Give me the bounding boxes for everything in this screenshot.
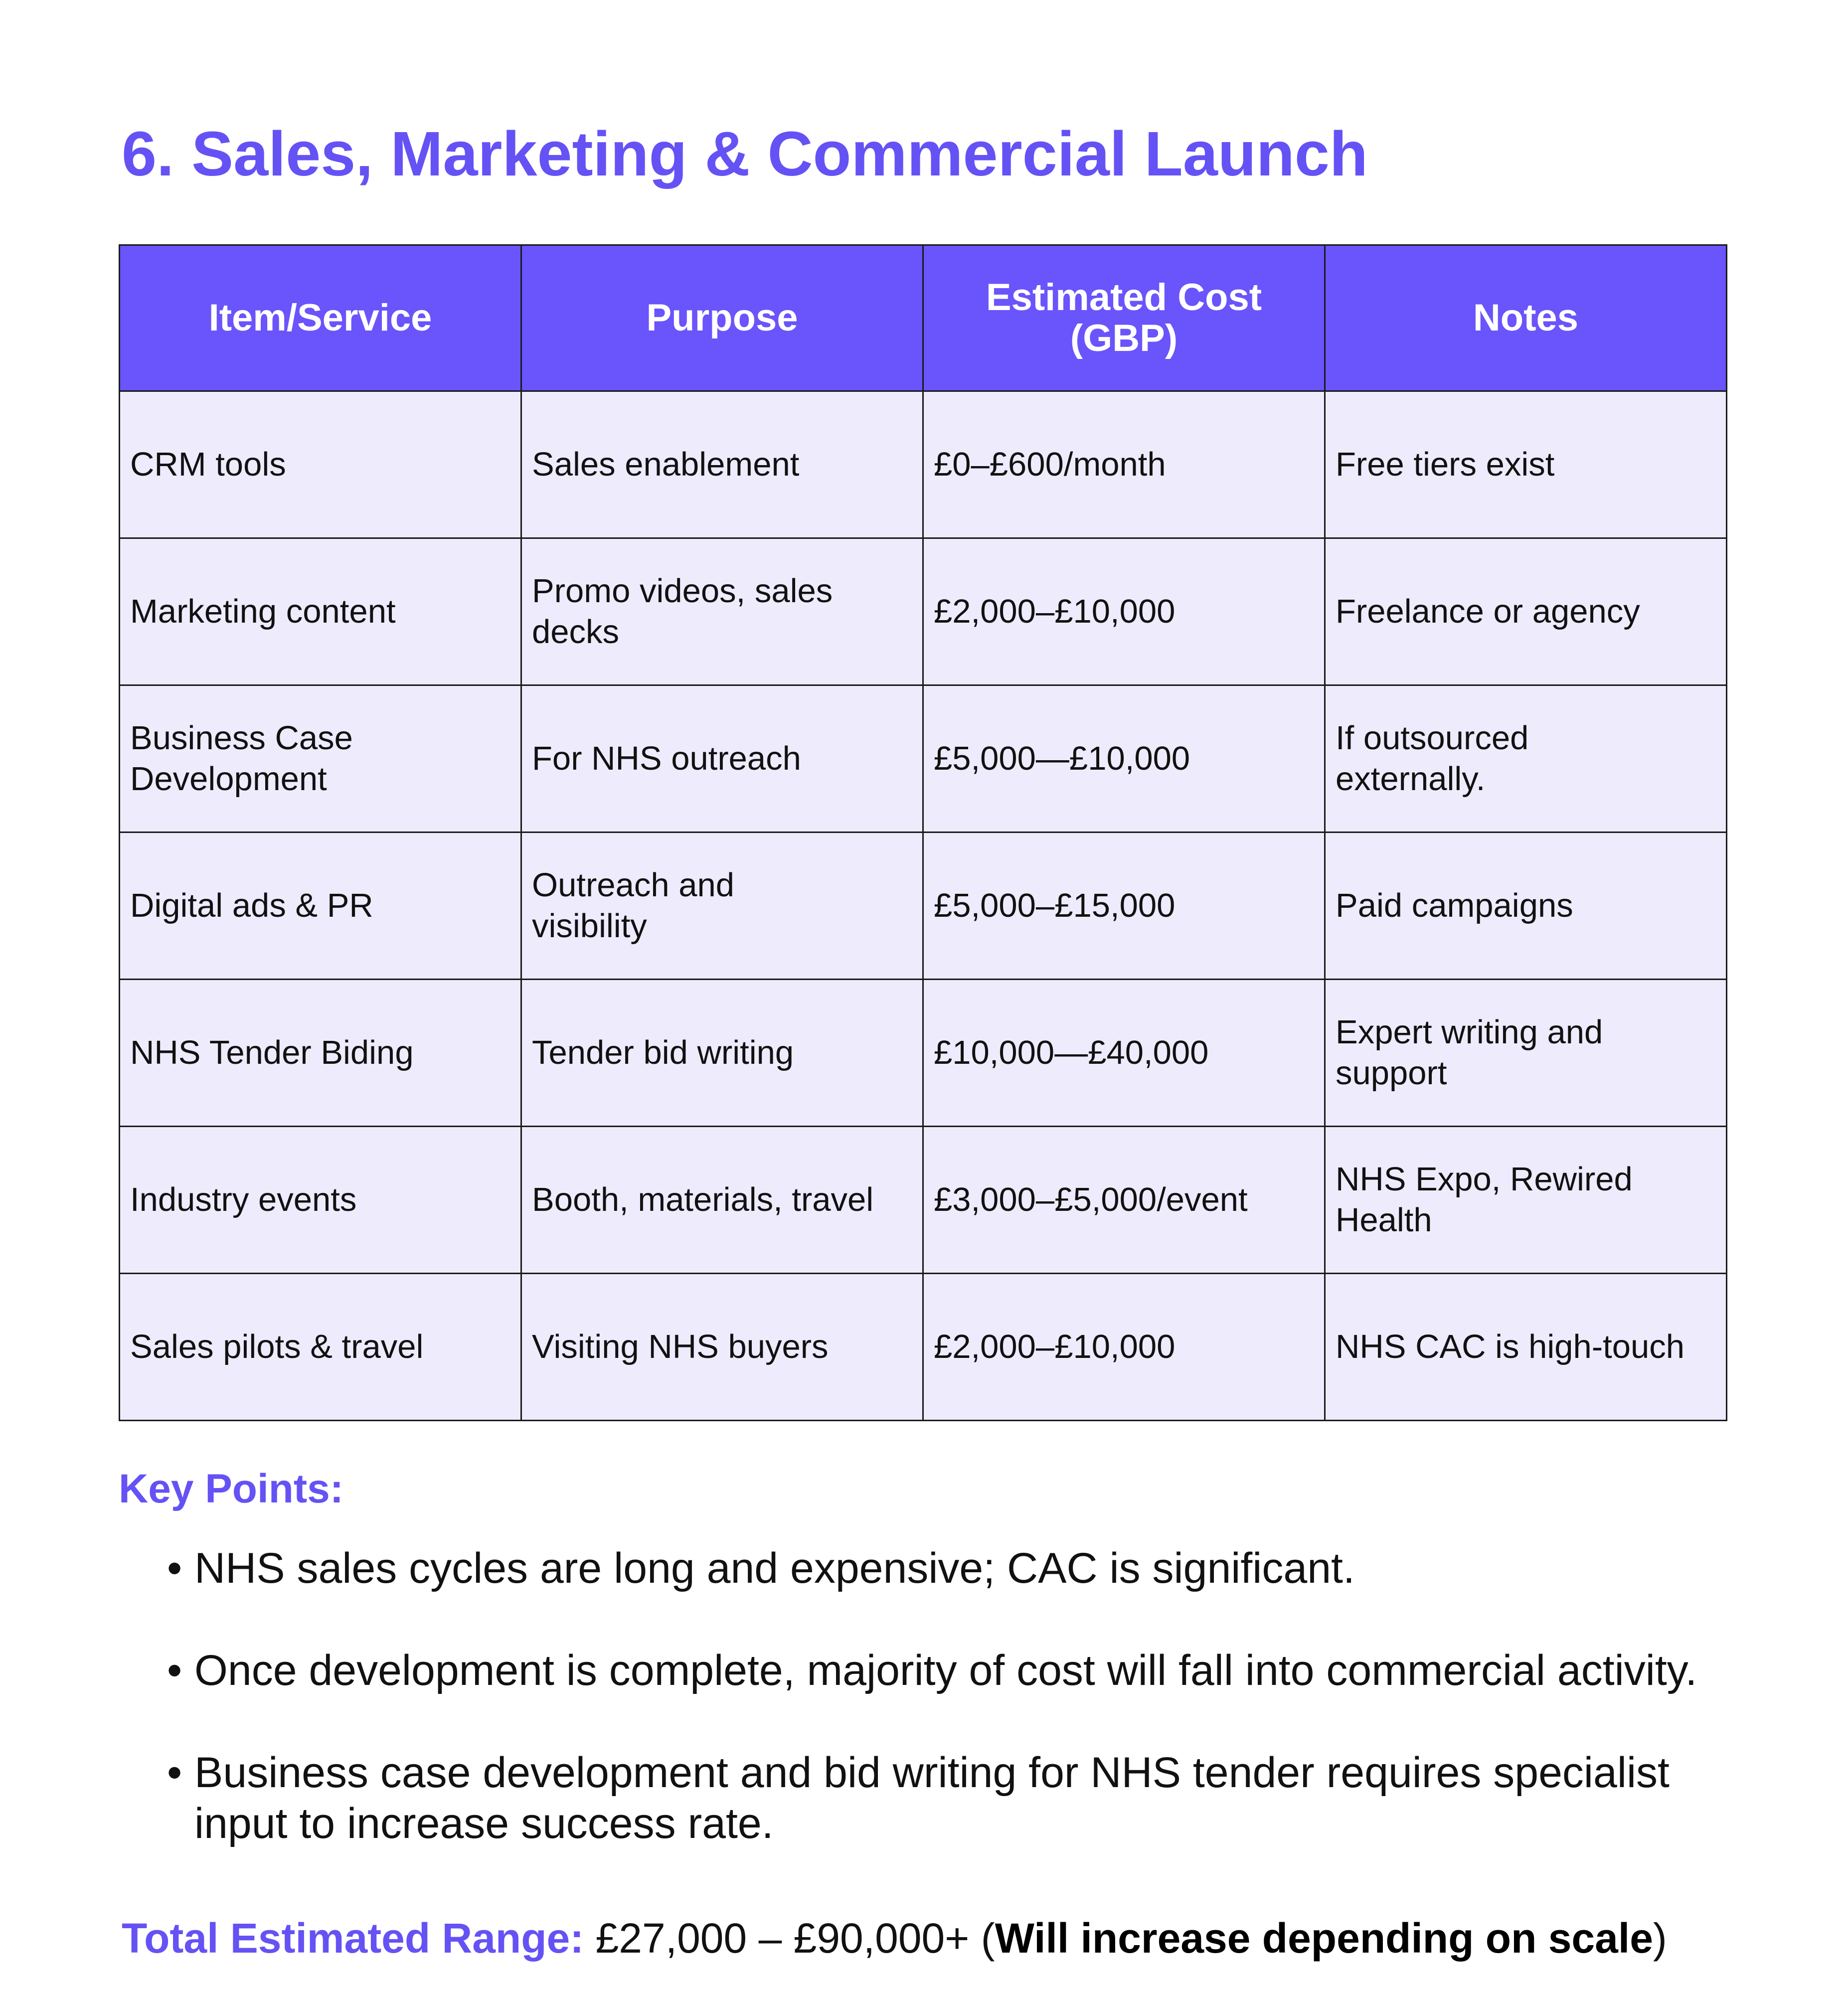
- list-item: • Business case development and bid writing for NHS tender requires specialist input to increase success rate.: [155, 1747, 1750, 1849]
- table-cell-notes: Free tiers exist: [1325, 391, 1727, 538]
- table-cell-purpose: Visiting NHS buyers: [521, 1274, 923, 1421]
- table-row: [120, 391, 1727, 538]
- table-cell-cost: £5,000–£15,000: [923, 832, 1325, 980]
- table-cell-purpose: Sales enablement: [521, 391, 923, 538]
- table-cell-cost: £3,000–£5,000/event: [923, 1127, 1325, 1274]
- table-cell-item: CRM tools: [120, 391, 521, 538]
- table-cell-item: Industry events: [120, 1127, 521, 1274]
- table-row: [120, 832, 1727, 980]
- table-row: [120, 1127, 1727, 1274]
- table-cell-item: Business Case Development: [120, 685, 521, 832]
- page-title: 6. Sales, Marketing & Commercial Launch: [122, 119, 1368, 189]
- table-cell-purpose: For NHS outreach: [521, 685, 923, 832]
- key-points-heading: Key Points:: [119, 1466, 344, 1511]
- column-header-item-service: Item/Service: [120, 245, 521, 391]
- table-cell-cost: £2,000–£10,000: [923, 1274, 1325, 1421]
- table-cell-purpose: Promo videos, sales decks: [521, 538, 923, 685]
- table-cell-purpose: Booth, materials, travel: [521, 1127, 923, 1274]
- list-item: • NHS sales cycles are long and expensive; CAC is significant.: [155, 1543, 1750, 1594]
- table-cell-item: Marketing content: [120, 538, 521, 685]
- table-cell-cost: £0–£600/month: [923, 391, 1325, 538]
- table-cell-cost: £2,000–£10,000: [923, 538, 1325, 685]
- table-header-row: [120, 245, 1727, 391]
- table-row: [120, 538, 1727, 685]
- table-row: [120, 685, 1727, 832]
- table-cell-item: Sales pilots & travel: [120, 1274, 521, 1421]
- total-note: Will increase depending on scale: [995, 1915, 1653, 1962]
- table-cell-notes: Paid campaigns: [1325, 832, 1727, 980]
- key-points-list: [155, 1543, 1750, 1900]
- table-cell-item: NHS Tender Biding: [120, 980, 521, 1127]
- table-cell-cost: £5,000—£10,000: [923, 685, 1325, 832]
- list-item: • Once development is complete, majority of cost will fall into commercial activity.: [155, 1645, 1750, 1696]
- table-cell-notes: Expert writing and support: [1325, 980, 1727, 1127]
- total-close: ): [1653, 1915, 1667, 1962]
- column-header-purpose: Purpose: [521, 245, 923, 391]
- table-cell-purpose: Outreach and visibility: [521, 832, 923, 980]
- table-cell-cost: £10,000—£40,000: [923, 980, 1325, 1127]
- cost-table: [119, 244, 1727, 1421]
- table-row: [120, 1274, 1727, 1421]
- table-cell-notes: NHS CAC is high-touch: [1325, 1274, 1727, 1421]
- table-cell-notes: If outsourced externally.: [1325, 685, 1727, 832]
- table-cell-notes: Freelance or agency: [1325, 538, 1727, 685]
- table-cell-purpose: Tender bid writing: [521, 980, 923, 1127]
- total-estimate: [122, 1914, 1667, 1963]
- table-row: [120, 980, 1727, 1127]
- column-header-estimated-cost: Estimated Cost (GBP): [923, 245, 1325, 391]
- column-header-notes: Notes: [1325, 245, 1727, 391]
- table-cell-notes: NHS Expo, Rewired Health: [1325, 1127, 1727, 1274]
- total-range: £27,000 – £90,000+ (: [584, 1915, 995, 1962]
- table-cell-item: Digital ads & PR: [120, 832, 521, 980]
- total-label: Total Estimated Range:: [122, 1915, 584, 1962]
